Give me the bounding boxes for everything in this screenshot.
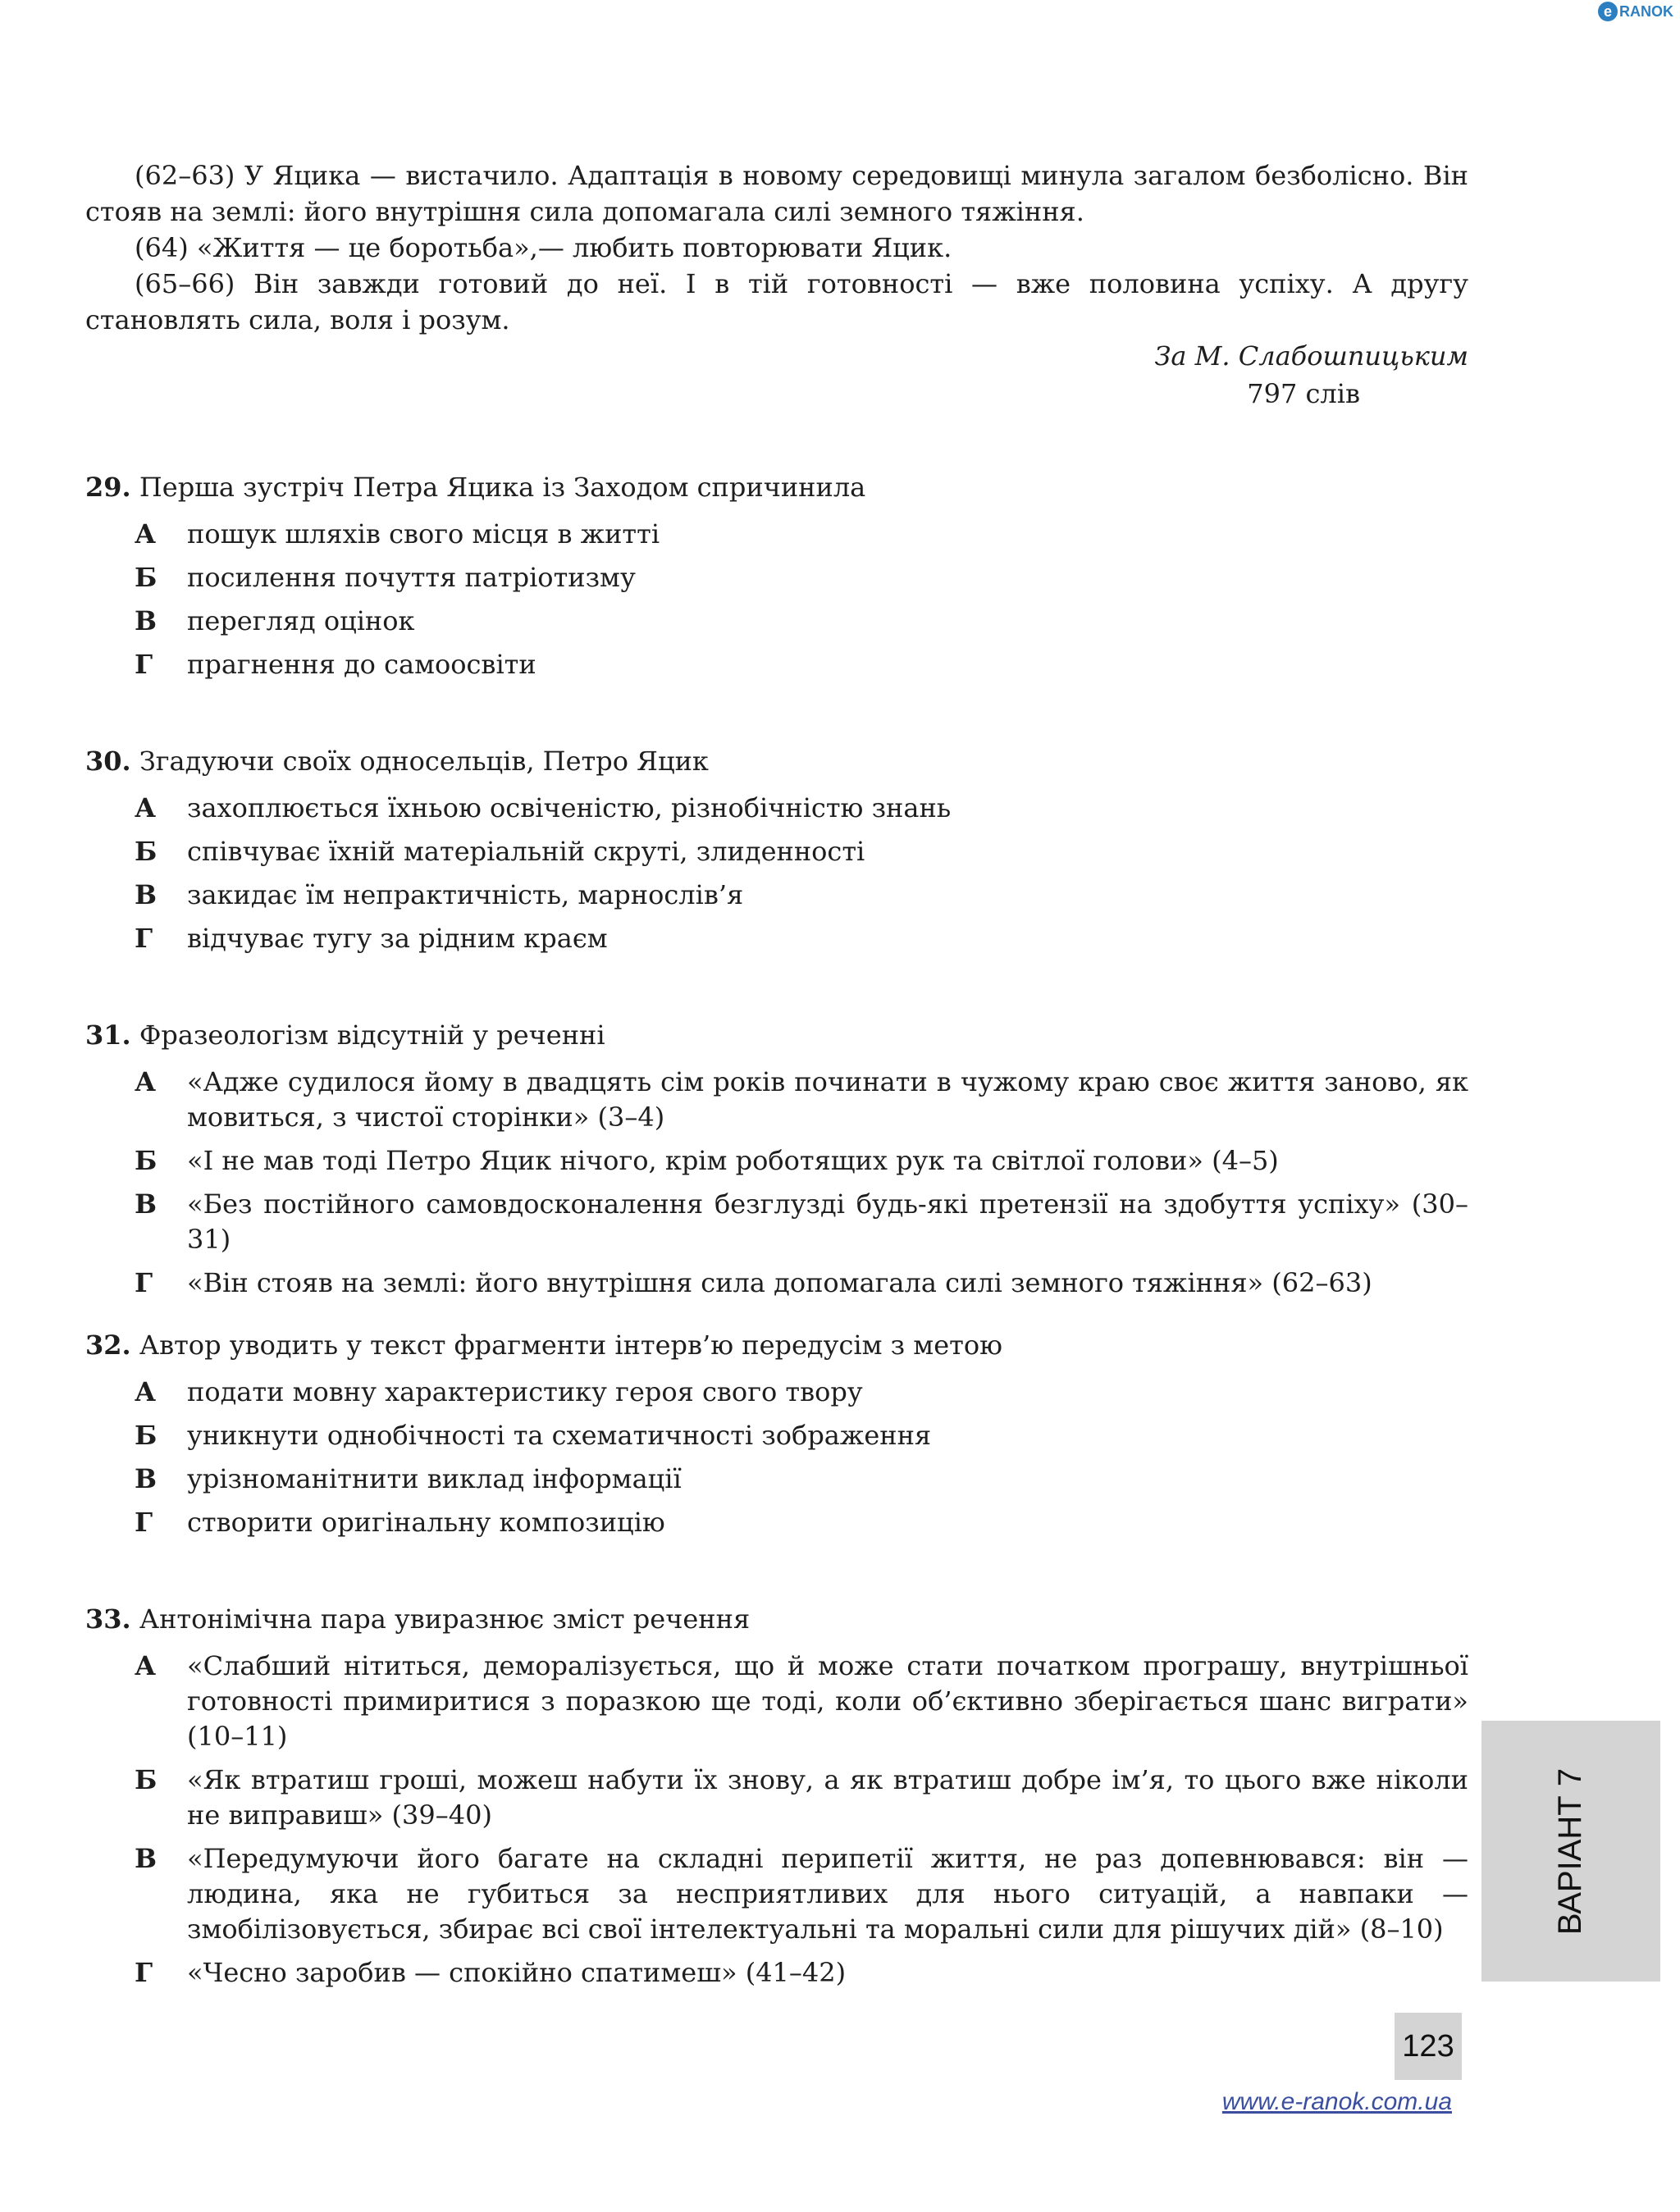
answer-option[interactable] bbox=[85, 1462, 1468, 1497]
option-text: посилення почуття патріотизму bbox=[187, 562, 636, 593]
option-letter: В bbox=[135, 1843, 158, 1874]
question-number: 29. bbox=[85, 472, 131, 503]
option-letter: В bbox=[135, 605, 158, 636]
option-text: «Він стояв на землі: його внутрішня сила допомагала силі земного тяжіння» (62–63) bbox=[187, 1267, 1372, 1298]
answer-option[interactable] bbox=[85, 1418, 1468, 1453]
answer-option[interactable] bbox=[85, 1505, 1468, 1540]
option-letter: Г bbox=[135, 1957, 153, 1988]
option-text: «Як втратиш гроші, можеш набути їх знову, а як втратиш добре ім’я, то цього вже ніколи не виправиш» (39–40) bbox=[187, 1764, 1468, 1831]
option-letter: Б bbox=[135, 562, 158, 593]
option-letter: Г bbox=[135, 1507, 153, 1538]
answer-option[interactable] bbox=[85, 1065, 1468, 1135]
option-letter: Г bbox=[135, 1267, 153, 1298]
option-text: співчуває їхній матеріальній скруті, злиденності bbox=[187, 836, 865, 867]
option-letter: Б bbox=[135, 1145, 158, 1176]
option-letter: А bbox=[135, 1650, 157, 1681]
option-letter: Б bbox=[135, 1420, 158, 1451]
logo-e-icon: e bbox=[1598, 2, 1618, 21]
answer-option[interactable] bbox=[85, 604, 1468, 639]
option-text: відчуває тугу за рідним краєм bbox=[187, 923, 608, 954]
option-text: «Передумуючи його багате на складні перипетії життя, не раз допевнювався: він — людина, яка не губиться за несприятливих для нього ситуацій, а навпаки — змобілізовується, збирає всі свої інтелектуальні та моральні сили для рішучих дій» (8–10) bbox=[187, 1843, 1468, 1945]
option-text: «Чесно заробив — спокійно спатимеш» (41–42) bbox=[187, 1957, 847, 1988]
answer-option[interactable] bbox=[85, 517, 1468, 552]
question-number: 30. bbox=[85, 746, 131, 777]
page-number: 123 bbox=[1395, 2013, 1462, 2080]
answer-option[interactable] bbox=[85, 1143, 1468, 1179]
answer-option[interactable] bbox=[85, 921, 1468, 956]
question-33 bbox=[85, 1601, 1468, 1999]
answer-option[interactable] bbox=[85, 834, 1468, 869]
option-letter: Б bbox=[135, 836, 158, 867]
text-paragraph: (62–63) У Яцика — вистачило. Адаптація в новому середовищі минула загалом безболісно. Він стояв на землі: його внутрішня сила допомагала силі земного тяжіння. bbox=[85, 160, 1468, 227]
answer-option[interactable] bbox=[85, 791, 1468, 826]
question-stem bbox=[85, 1601, 1468, 1637]
answer-option[interactable] bbox=[85, 1955, 1468, 1991]
answer-option[interactable] bbox=[85, 560, 1468, 595]
option-letter: Г bbox=[135, 923, 153, 954]
footer-website-link[interactable]: www.e-ranok.com.ua bbox=[1221, 2088, 1452, 2115]
variant-side-tab bbox=[1481, 1721, 1660, 1982]
option-text: урізноманітнити виклад інформації bbox=[187, 1463, 682, 1494]
question-30 bbox=[85, 743, 1468, 965]
option-text: закидає їм непрактичність, марнослів’я bbox=[187, 879, 744, 910]
text-attribution: За М. Слабошпицьким bbox=[1154, 340, 1468, 372]
question-31 bbox=[85, 1017, 1468, 1309]
question-stem bbox=[85, 743, 1468, 779]
option-letter: А bbox=[135, 1376, 157, 1407]
option-text: пошук шляхів свого місця в житті bbox=[187, 518, 660, 550]
question-text: Згадуючи своїх односельців, Петро Яцик bbox=[139, 746, 709, 777]
question-29 bbox=[85, 469, 1468, 691]
question-text: Фразеологізм відсутній у реченні bbox=[139, 1019, 605, 1051]
option-text: уникнути однобічності та схематичності зображення bbox=[187, 1420, 932, 1451]
option-text: «Адже судилося йому в двадцять сім років починати в чужому краю своє життя заново, як мовиться, з чистої сторінки» (3–4) bbox=[187, 1066, 1468, 1133]
option-letter: Б bbox=[135, 1764, 158, 1795]
question-number: 31. bbox=[85, 1019, 131, 1051]
answer-option[interactable] bbox=[85, 878, 1468, 913]
word-count: 797 слів bbox=[1247, 378, 1360, 409]
answer-option[interactable] bbox=[85, 1649, 1468, 1754]
option-letter: В bbox=[135, 1188, 158, 1220]
option-text: «І не мав тоді Петро Яцик нічого, крім роботящих рук та світлої голови» (4–5) bbox=[187, 1145, 1279, 1176]
publisher-logo bbox=[1598, 2, 1673, 21]
text-paragraph: (64) «Життя — це боротьба»,— любить повторювати Яцик. bbox=[135, 232, 952, 263]
option-text: захоплюється їхньою освіченістю, різнобічністю знань bbox=[187, 792, 952, 823]
option-text: прагнення до самоосвіти bbox=[187, 649, 536, 680]
option-text: створити оригінальну композицію bbox=[187, 1507, 665, 1538]
option-letter: Г bbox=[135, 649, 153, 680]
question-number: 33. bbox=[85, 1603, 131, 1635]
reading-text bbox=[85, 157, 1468, 338]
question-stem bbox=[85, 469, 1468, 505]
option-letter: В bbox=[135, 1463, 158, 1494]
question-text: Антонімічна пара увиразнює зміст речення bbox=[139, 1603, 751, 1635]
option-text: перегляд оцінок bbox=[187, 605, 415, 636]
question-text: Перша зустріч Петра Яцика із Заходом спричинила bbox=[139, 472, 866, 503]
question-stem bbox=[85, 1017, 1468, 1053]
option-text: подати мовну характеристику героя свого твору bbox=[187, 1376, 863, 1407]
question-32 bbox=[85, 1327, 1468, 1548]
option-letter: А bbox=[135, 518, 157, 550]
question-stem bbox=[85, 1327, 1468, 1363]
answer-option[interactable] bbox=[85, 1187, 1468, 1257]
answer-option[interactable] bbox=[85, 647, 1468, 682]
option-text: «Без постійного самовдосконалення безглузді будь-які претензії на здобуття успіху» (30–31) bbox=[187, 1188, 1468, 1255]
option-letter: А bbox=[135, 792, 157, 823]
answer-option[interactable] bbox=[85, 1763, 1468, 1833]
logo-text: RANOK bbox=[1619, 2, 1673, 20]
text-paragraph: (65–66) Він завжди готовий до неї. І в тій готовності — вже половина успіху. А другу становлять сила, воля і розум. bbox=[85, 268, 1468, 335]
question-number: 32. bbox=[85, 1329, 131, 1361]
answer-option[interactable] bbox=[85, 1375, 1468, 1410]
option-letter: В bbox=[135, 879, 158, 910]
option-text: «Слабший нітиться, деморалізується, що й може стати початком програшу, внутрішньої готовності примиритися з поразкою ще тоді, коли об’єктивно зберігається шанс виграти» (10–11) bbox=[187, 1650, 1468, 1752]
option-letter: А bbox=[135, 1066, 157, 1097]
answer-option[interactable] bbox=[85, 1841, 1468, 1947]
variant-label: ВАРІАНТ 7 bbox=[1552, 1767, 1589, 1935]
question-text: Автор уводить у текст фрагменти інтерв’ю передусім з метою bbox=[139, 1329, 1002, 1361]
answer-option[interactable] bbox=[85, 1266, 1468, 1301]
